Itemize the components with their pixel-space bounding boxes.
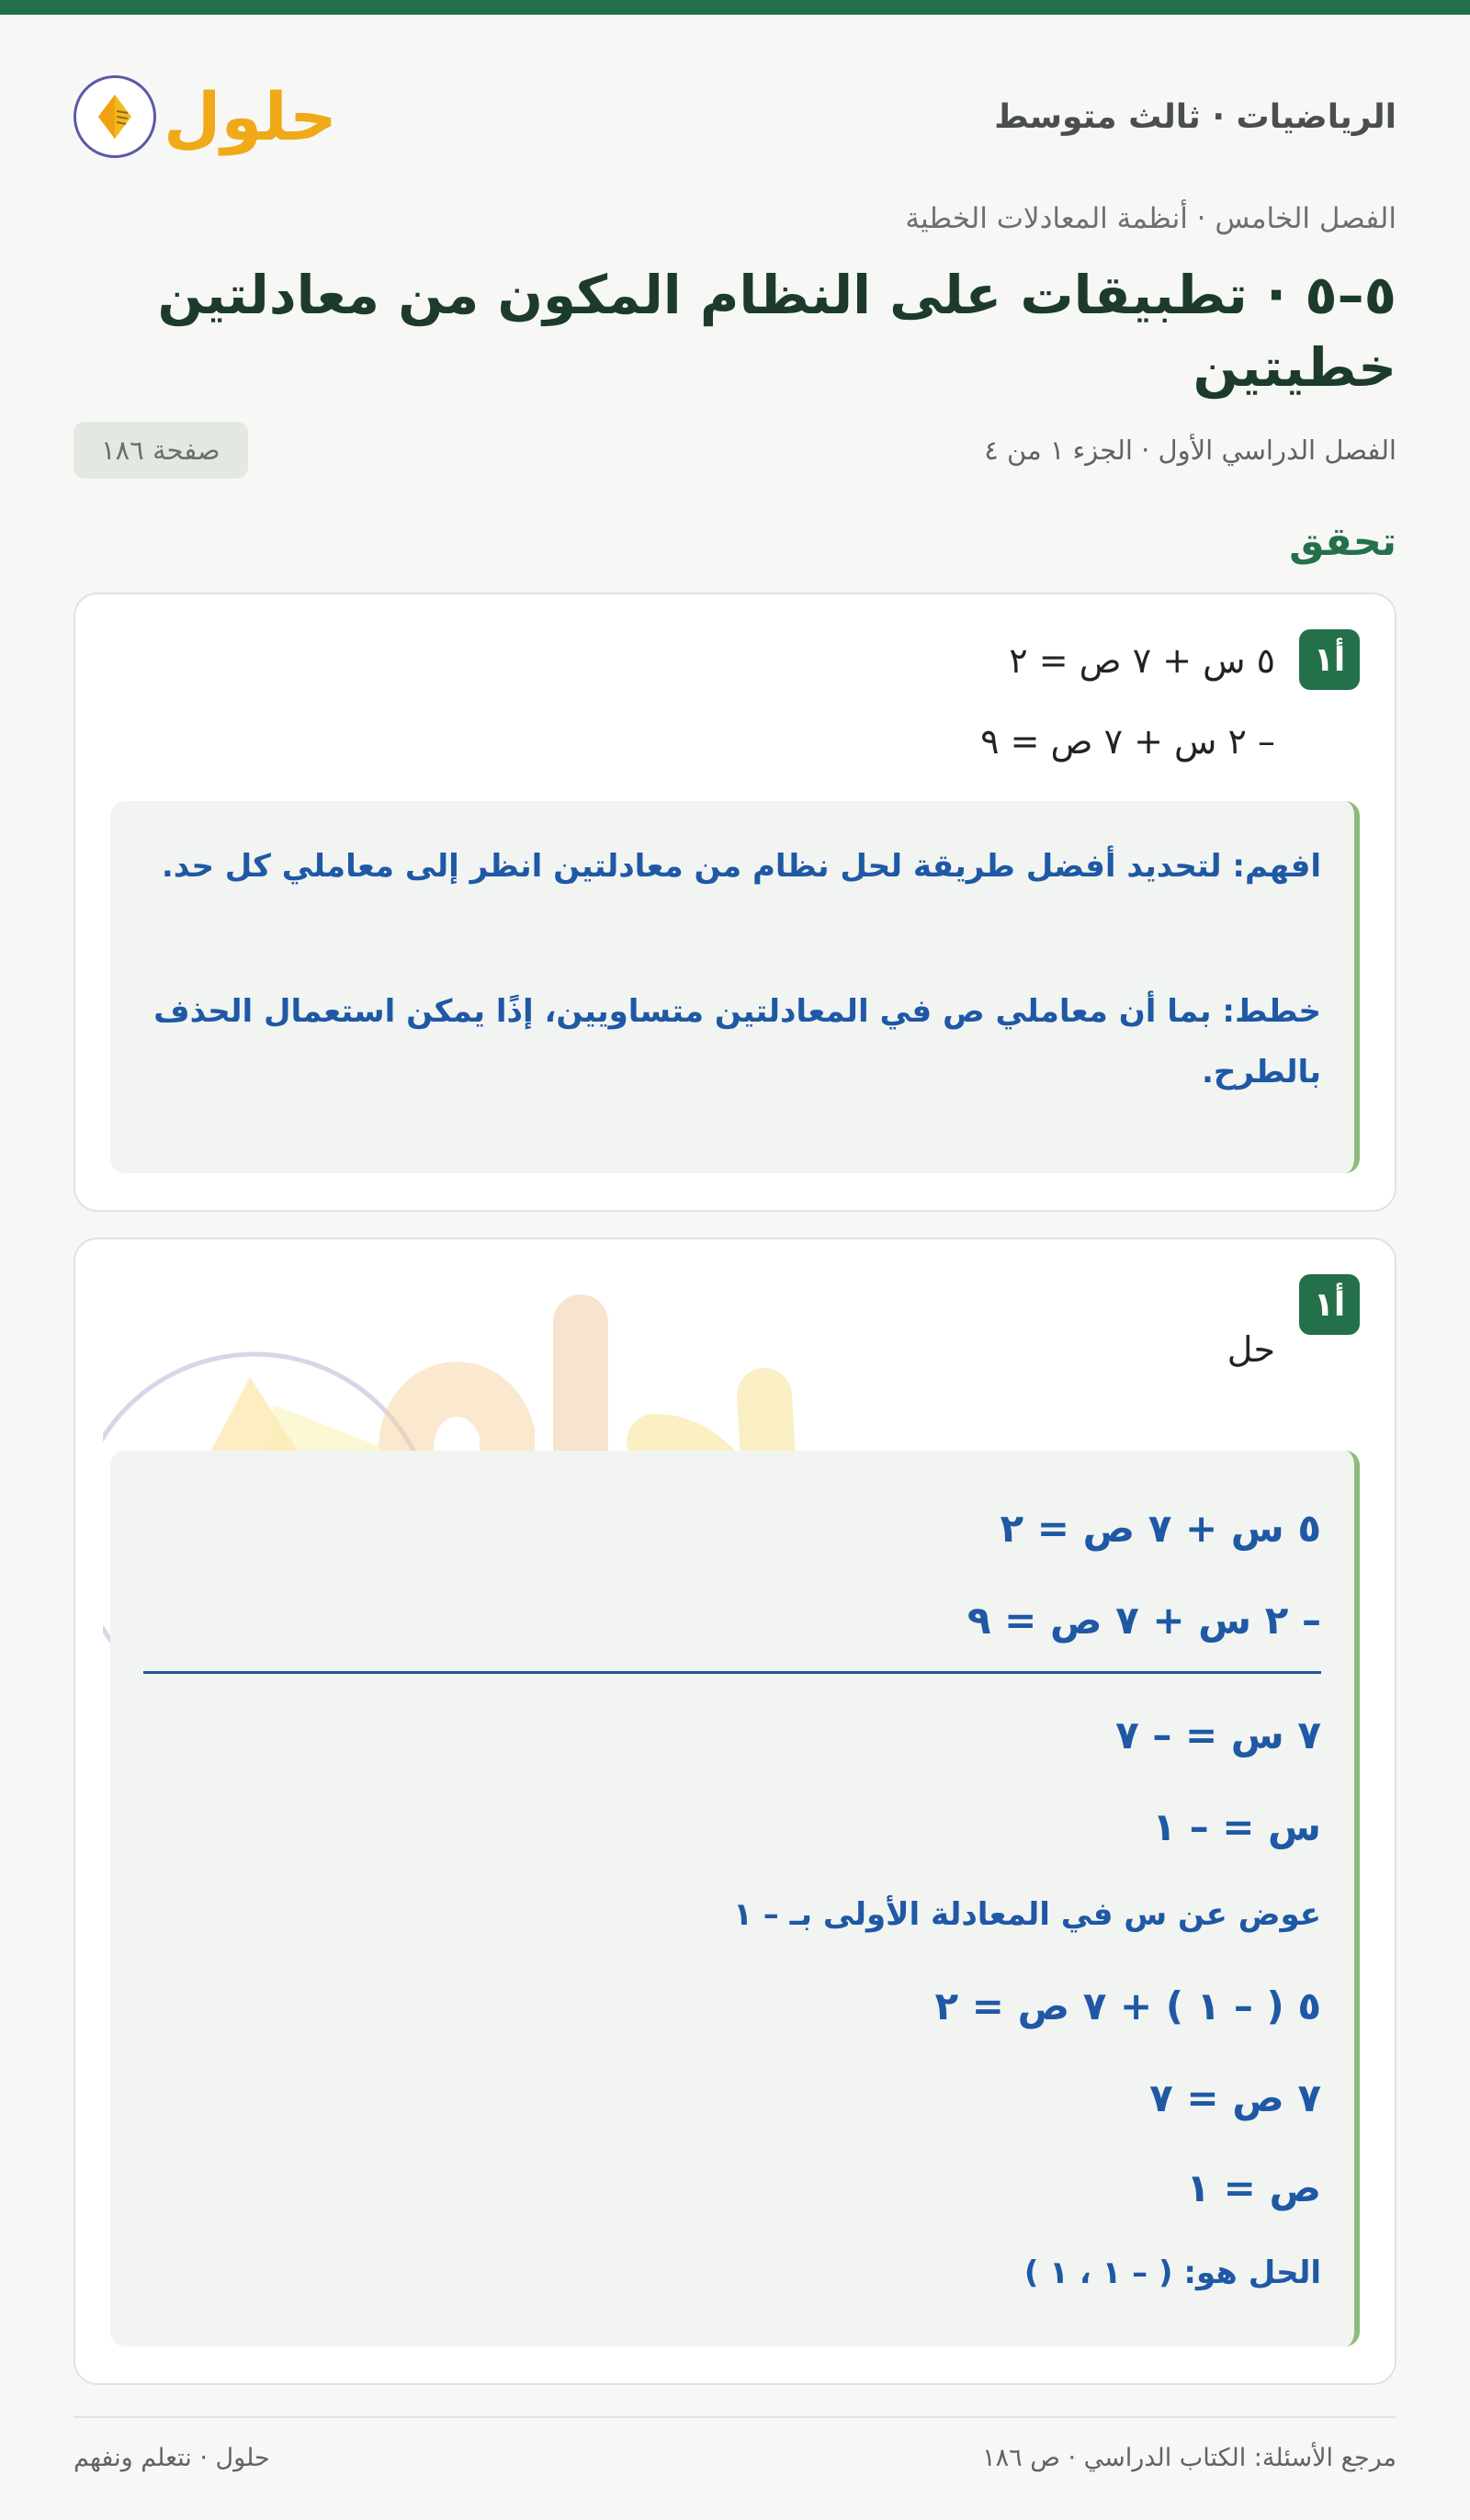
solution-step-2: – ٢ س + ٧ ص = ٩	[967, 1598, 1321, 1643]
solution-step-1: ٥ س + ٧ ص = ٢	[1000, 1506, 1321, 1551]
solution-step-8: ص = ١	[1186, 2165, 1321, 2210]
solution-answer: الحل هو: ( – ١ ، ١ )	[1023, 2254, 1321, 2291]
subtraction-line	[143, 1671, 1321, 1674]
top-accent-bar	[0, 0, 1470, 15]
subject-label: الرياضيات · ثالث متوسط	[994, 97, 1396, 136]
lesson-meta	[74, 418, 1396, 482]
question-equation-2: – ٢ س + ٧ ص = ٩	[980, 721, 1275, 762]
solution-step-4: س = – ١	[1152, 1804, 1321, 1849]
page-header	[74, 66, 1396, 167]
footer-reference: مرجع الأسئلة: الكتاب الدراسي · ص ١٨٦	[982, 2444, 1396, 2472]
solution-card	[74, 1237, 1396, 2385]
question-card	[74, 593, 1396, 1212]
logo-wordmark: حلول	[164, 78, 337, 155]
page-footer	[74, 2416, 1396, 2472]
page-number-badge: صفحة ١٨٦	[74, 422, 248, 479]
logo-book-icon	[74, 75, 156, 158]
footer-brand[interactable]: حلول · نتعلم ونفهم	[74, 2444, 270, 2472]
solution-step-7: ٧ ص = ٧	[1149, 2075, 1321, 2120]
section-heading: تحقق	[1289, 519, 1396, 565]
chapter-breadcrumb[interactable]: الفصل الخامس · أنظمة المعادلات الخطية	[905, 202, 1396, 235]
solution-number-badge: أ١	[1299, 1274, 1360, 1335]
solution-steps-box	[110, 1451, 1360, 2346]
lesson-title: ٥–٥ · تطبيقات على النظام المكون من معادلتين خطيتين	[157, 264, 1396, 399]
question-equation-1: ٥ س + ٧ ص = ٢	[1009, 640, 1275, 681]
semester-info: الفصل الدراسي الأول · الجزء ١ من ٤	[984, 435, 1396, 466]
question-number-badge: أ١	[1299, 629, 1360, 690]
solution-label: حل	[1227, 1329, 1275, 1370]
solution-step-3: ٧ س = – ٧	[1115, 1712, 1321, 1757]
understand-text: افهم: لتحديد أفضل طريقة لحل نظام من معادلتين انظر إلى معاملي كل حد.	[161, 848, 1321, 885]
plan-text: خطط: بما أن معاملي ص في المعادلتين متساويين، إذًا يمكن استعمال الحذف بالطرح.	[153, 993, 1321, 1091]
site-logo[interactable]	[74, 75, 337, 158]
solution-step-6: ٥ ( – ١ ) + ٧ ص = ٢	[934, 1983, 1321, 2028]
hint-box	[110, 801, 1360, 1173]
solution-step-5: عوض عن س في المعادلة الأولى بـ – ١	[733, 1896, 1321, 1933]
